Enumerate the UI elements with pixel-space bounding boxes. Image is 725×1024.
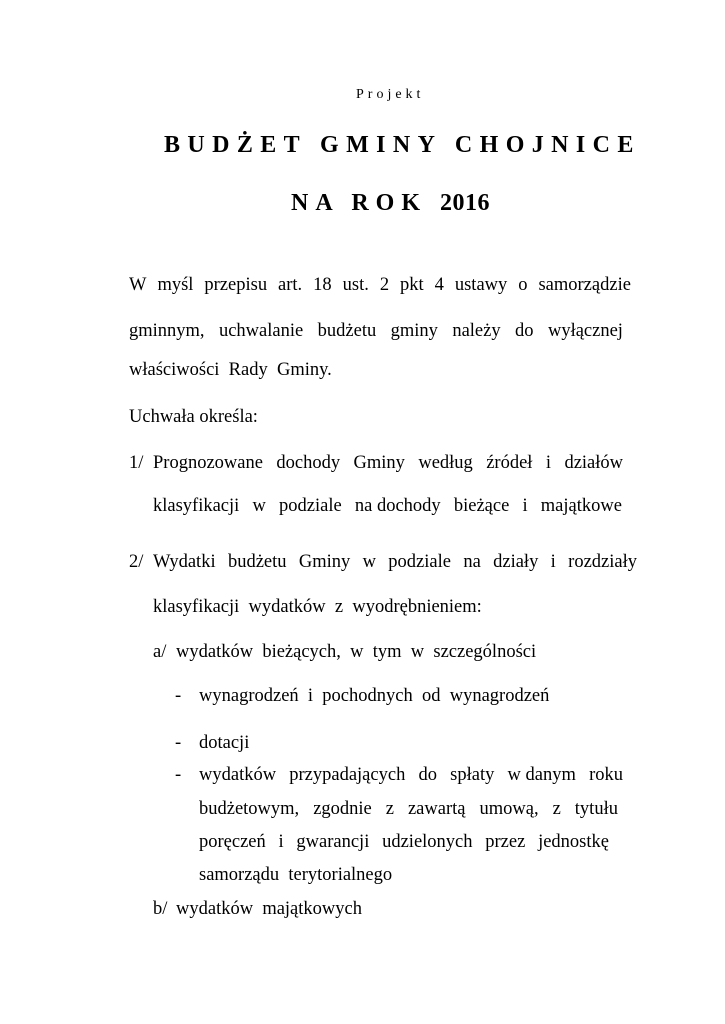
bullet-3-line-2 (199, 800, 618, 819)
word: umową, (479, 799, 539, 819)
item-1-line-1 (153, 454, 623, 473)
item-2-line-1 (153, 553, 637, 572)
item-2-line-2: klasyfikacji wydatków z wyodrębnieniem: (153, 597, 482, 617)
word: poręczeń (199, 832, 266, 852)
subtitle-prefix: NA ROK (291, 190, 428, 216)
word: Gminy (298, 552, 351, 572)
word: budżetu (317, 321, 377, 341)
word: i (545, 453, 552, 473)
word: gminy (390, 321, 438, 341)
word: 18 (313, 275, 332, 295)
word: samorządzie (538, 275, 631, 295)
sub-a-text: wydatków bieżących, w tym w szczególności (176, 642, 537, 662)
word: bieżące (453, 496, 510, 516)
bullet-3-line-3 (199, 833, 609, 852)
word: o (518, 275, 528, 295)
word: ustawy (454, 275, 508, 295)
sub-b-text: wydatków majątkowych (176, 899, 362, 919)
project-label: Projekt (356, 87, 425, 102)
word: budżetu (227, 552, 287, 572)
word: do (418, 765, 437, 785)
bullet-2-text: dotacji (199, 733, 250, 753)
word: 2 (379, 275, 390, 295)
word: pkt (400, 275, 424, 295)
word: gwarancji (296, 832, 370, 852)
word: źródeł (486, 453, 533, 473)
word: uchwalanie (218, 321, 304, 341)
word: w (252, 496, 266, 516)
word: podziale (388, 552, 451, 572)
word: zgodnie (313, 799, 372, 819)
word: gminnym, (129, 321, 205, 341)
word: działów (564, 453, 623, 473)
word: Wydatki (153, 552, 216, 572)
item-1-line-2 (153, 497, 622, 516)
sub-b-marker: b/ (153, 899, 168, 919)
word: dochody (276, 453, 341, 473)
word: roku (589, 765, 623, 785)
bullet-3-line-4: samorządu terytorialnego (199, 865, 393, 885)
word: ust. (342, 275, 369, 295)
word: udzielonych (382, 832, 473, 852)
document-title: BUDŻET GMINY CHOJNICE (164, 132, 641, 158)
word: działy (493, 552, 539, 572)
resolution-label: Uchwała określa: (129, 407, 258, 427)
word: przypadających (289, 765, 406, 785)
word: budżetowym, (199, 799, 300, 819)
word: i (550, 552, 556, 572)
word: wydatków (199, 765, 277, 785)
word: Gminy (353, 453, 405, 473)
intro-line-2 (129, 322, 623, 341)
bullet-3-line-1 (199, 766, 623, 785)
word: art. (278, 275, 303, 295)
word: Prognozowane (153, 453, 263, 473)
bullet-1-text: wynagrodzeń i pochodnych od wynagrodzeń (199, 686, 550, 706)
word: na (463, 552, 481, 572)
word: klasyfikacji (153, 496, 240, 516)
word: jednostkę (538, 832, 609, 852)
word: i (522, 496, 528, 516)
item-2-number: 2/ (129, 552, 144, 572)
item-1-number: 1/ (129, 453, 144, 473)
bullet-1-marker: - (175, 686, 182, 706)
word: rozdziały (568, 552, 637, 572)
subtitle-year: 2016 (440, 190, 491, 216)
word: w danym (507, 765, 576, 785)
word: według (418, 453, 473, 473)
word: przez (485, 832, 526, 852)
word: tytułu (574, 799, 618, 819)
word: przepisu (204, 275, 268, 295)
word: i (278, 832, 284, 852)
word: do (515, 321, 534, 341)
word: zawartą (407, 799, 466, 819)
word: na dochody (354, 496, 441, 516)
word: z (552, 799, 561, 819)
word: w (362, 552, 376, 572)
bullet-3-marker: - (175, 765, 182, 785)
word: majątkowe (540, 496, 622, 516)
bullet-2-marker: - (175, 733, 182, 753)
word: należy (452, 321, 501, 341)
word: W (129, 275, 147, 295)
sub-a-marker: a/ (153, 642, 167, 662)
word: podziale (279, 496, 342, 516)
word: spłaty (450, 765, 495, 785)
document-subtitle (291, 191, 490, 215)
intro-line-3: właściwości Rady Gminy. (129, 360, 332, 380)
word: wyłącznej (547, 321, 623, 341)
word: 4 (434, 275, 444, 295)
intro-line-1 (129, 276, 631, 295)
word: myśl (157, 275, 194, 295)
word: z (385, 799, 394, 819)
